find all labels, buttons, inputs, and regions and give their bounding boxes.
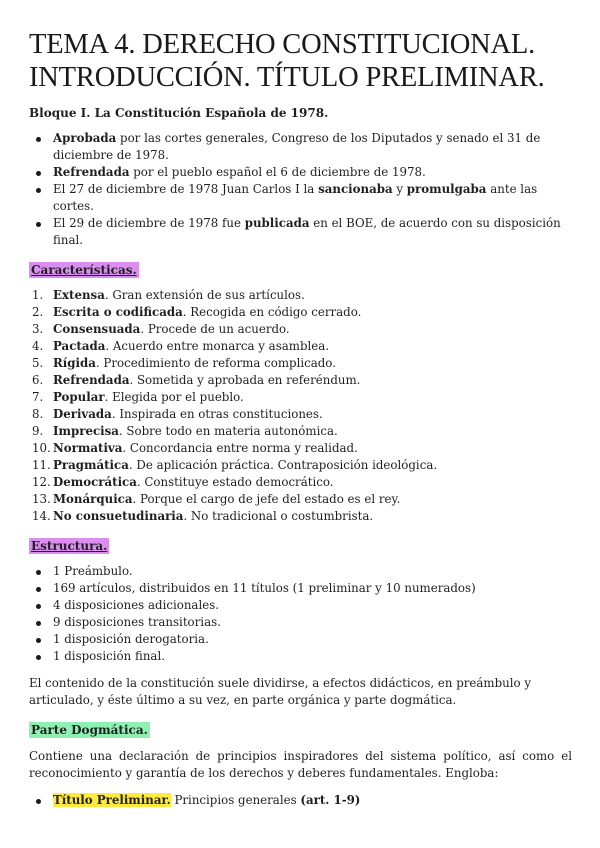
list-item: 6. Refrendada. Sometida y aprobada en referéndum. [32, 373, 361, 387]
list-item: 14. No consuetudinaria. No tradicional o costumbrista. [32, 509, 374, 523]
list-item: El 29 de diciembre de 1978 fue publicada en el BOE, de acuerdo con su disposición final. [29, 215, 572, 249]
list-item: 1 Preámbulo. [29, 563, 572, 580]
list-item: 3. Consensuada. Procede de un acuerdo. [32, 322, 290, 336]
list-item: Refrendada por el pueblo español el 6 de diciembre de 1978. [29, 164, 572, 181]
block-heading: Bloque I. La Constitución Española de 1978. [29, 106, 329, 120]
list-item: 8. Derivada. Inspirada en otras constituciones. [32, 407, 323, 421]
list-item: 4 disposiciones adicionales. [29, 597, 572, 614]
list-item: 4. Pactada. Acuerdo entre monarca y asamblea. [32, 339, 330, 353]
list-item: 12. Democrática. Constituye estado democrático. [32, 475, 334, 489]
list-item: 2. Escrita o codificada. Recogida en código cerrado. [32, 305, 362, 319]
parte-dogmatica-list [29, 792, 572, 809]
list-item: 9 disposiciones transitorias. [29, 614, 572, 631]
list-item: 5. Rígida. Procedimiento de reforma complicado. [32, 356, 336, 370]
list-item: 10. Normativa. Concordancia entre norma y realidad. [32, 441, 358, 455]
caracteristicas-list [29, 287, 572, 525]
section-heading-estructura: Estructura. [31, 539, 108, 553]
highlighted-term: Título Preliminar. [53, 793, 171, 807]
list-item: Título Preliminar. Principios generales (art. 1-9) [29, 792, 572, 809]
list-item: 13. Monárquica. Porque el cargo de jefe del estado es el rey. [32, 492, 401, 506]
list-item: El 27 de diciembre de 1978 Juan Carlos I la sancionaba y promulgaba ante las cortes. [29, 181, 572, 215]
list-item: 1 disposición derogatoria. [29, 631, 572, 648]
estructura-paragraph: El contenido de la constitución suele dividirse, a efectos didácticos, en preámbulo y articulado, y éste último a su vez, en parte orgánica y parte dogmática. [29, 676, 532, 707]
list-item: 9. Imprecisa. Sobre todo en materia autonómica. [32, 424, 338, 438]
title-line-2: INTRODUCCIÓN. TÍTULO PRELIMINAR. [29, 62, 545, 93]
list-item: 169 artículos, distribuidos en 11 títulos (1 preliminar y 10 numerados) [29, 580, 572, 597]
section-heading-parte-dogmatica: Parte Dogmática. [31, 723, 148, 737]
estructura-list [29, 563, 572, 665]
parte-dogmatica-paragraph: Contiene una declaración de principios inspiradores del sistema político, así como el reconocimiento y garantía de los derechos y deberes fundamentales. Engloba: [29, 749, 572, 780]
page-title [29, 28, 572, 94]
list-item: 1. Extensa. Gran extensión de sus artículos. [32, 288, 305, 302]
block1-bullet-list [29, 130, 572, 249]
list-item: 1 disposición final. [29, 648, 572, 665]
list-item: Aprobada por las cortes generales, Congreso de los Diputados y senado el 31 de diciembre de 1978. [29, 130, 572, 164]
list-item: 11. Pragmática. De aplicación práctica. Contraposición ideológica. [32, 458, 438, 472]
title-line-1: TEMA 4. DERECHO CONSTITUCIONAL. [29, 29, 535, 60]
section-heading-caracteristicas: Características. [31, 263, 137, 277]
list-item: 7. Popular. Elegida por el pueblo. [32, 390, 244, 404]
